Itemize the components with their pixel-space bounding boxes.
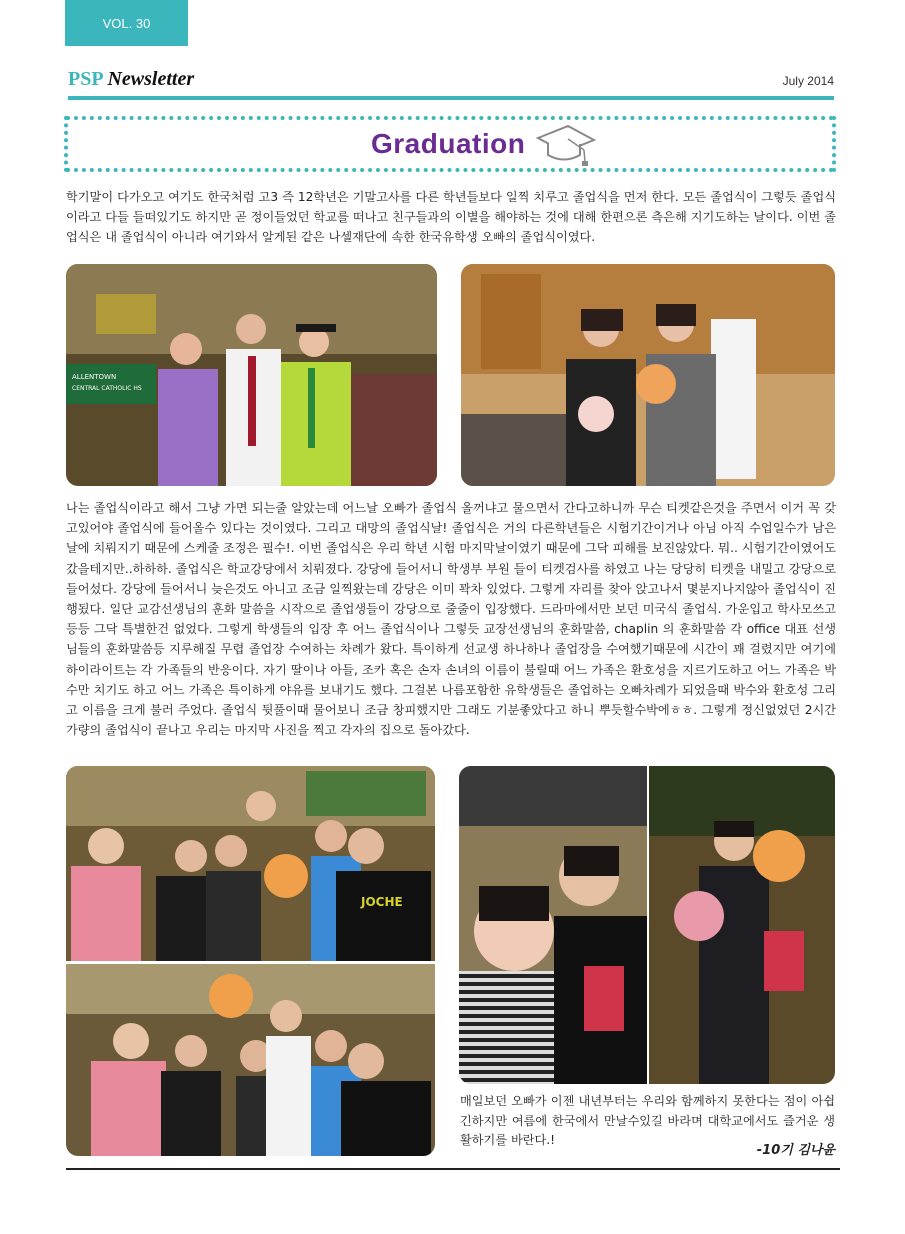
- photo-selfies: [459, 766, 835, 1084]
- intro-paragraph: 학기말이 다가오고 여기도 한국처럼 고3 즉 12학년은 기말고사를 다른 학년들보다 일찍 치루고 졸업식을 먼저 한다. 모든 졸업식이 그렇듯 졸업식이라고 다들 들떠있기도 하지만 곧 정이들었던 학교를 떠나고 친구들과의 이별을 해야하는 것에 대해 한편으론 측은해 지기도하는 날이다. 이번 졸업식은 내 졸업식이 아니라 여기와서 알게된 같은 나셀재단에 속한 한국유학생 오빠의 졸업식이였다.: [66, 190, 836, 245]
- graduation-cap-icon: [534, 122, 596, 168]
- volume-label: VOL. 30: [102, 15, 151, 31]
- author-byline: -10기 김나윤: [756, 1143, 835, 1158]
- closing-paragraph: 매일보던 오빠가 이젠 내년부터는 우리와 함께하지 못한다는 점이 아쉽긴하지만 여름에 한국에서 만날수있길 바라며 대학교에서도 즐거운 생활하기를 바란다.!: [460, 1094, 835, 1147]
- article-title: Graduation: [371, 128, 526, 159]
- body-paragraph: 나는 졸업식이라고 해서 그냥 가면 되는줄 알았는데 어느날 오빠가 졸업식 올꺼냐고 물으면서 간다고하니까 무슨 티켓같은것을 주면서 이거 꼭 갖고있어야 졸업식에 들어올수 있다는 것이였다. 그리고 대망의 졸업식날! 졸업식은 거의 다른학년들은 시험기간이거나 아님 아직 수업일수가 남은 날에 치뤄지기 때문에 스케줄 조정은 필수!. 이번 졸업식은 우리 학년 시험 마지막날이였기 때문에 그닥 피해를 보진않았다. 뭐.. 시험기간이였어도 갔을테지만..하하하. 졸업식은 학교강당에서 치뤄졌다. 강당에 들어서니 학생부 부원 들이 티켓검사를 하였고 나는 당당히 티켓을 내밀고 강당으로 들어섰다. 강당에 들어서니 늦은것도 아니고 조금 일찍왔는데 강당은 이미 꽉차 있었다. 그렇게 자리를 찾아 앉고나서 몇분지나지않아 졸업식이 진행됬다. 일단 교감선생님의 훈화 말씀을 시작으로 졸업생들이 강당으로 줄줄이 입장했다. 드라마에서만 보던 미국식 졸업식. 가운입고 학사모쓰고 등등 그닥 특별한건 없었다. 그렇게 학생들의 입장 후 어느 졸업식이나 그렇듯 교장선생님의 훈화말씀, chaplin 의 훈화말씀 각 office 대표 선생님들의 훈화말씀등 지루해질 무렵 졸업장 수여하는 차례가 왔다. 특이하게 선교생 하나하나 졸업장을 수여했기때문에 시간이 꽤 걸렸지만 여기에 하이라이트는 각 가족들의 반응이다. 자기 딸이나 아들, 조카 혹은 손자 손녀의 이름이 불릴때 어느 가족은 환호성을 지르기도하고 어느 가족은 박수만 치기도 하고 어느 가족은 특이하게 야유를 보내기도 했다. 그걸본 나름포함한 유학생들은 졸업하는 오빠차례가 되었을때 박수와 환호성 그리고 이름을 크게 불러 주었다. 졸업식 뒷풀이때 물어보니 조금 창피했지만 그래도 기분좋았다고 하니 뿌듯할수박에ㅎㅎ. 그렇게 정신없었던 2시간 가량의 졸업식이 끝나고 우리는 마지막 사진을 찍고 각자의 집으로 돌아갔다.: [66, 501, 836, 738]
- issue-date: July 2014: [782, 74, 834, 88]
- brand-newsletter: Newsletter: [107, 68, 195, 90]
- footer-rule: [66, 1168, 840, 1170]
- photo-three-graduates: [66, 264, 437, 486]
- brand-logo: [68, 68, 194, 91]
- photo-two-girls-flowers: [461, 264, 835, 486]
- photo-group-in-gym: [66, 766, 435, 1156]
- photo1-sign-line2: CENTRAL CATHOLIC HS: [72, 385, 142, 392]
- photo1-sign-line1: ALLENTOWN: [72, 373, 117, 381]
- article-title-box: [66, 116, 834, 172]
- volume-tab: [65, 0, 188, 46]
- photo3-shirt-text: JOCHE: [361, 895, 403, 909]
- brand-psp: PSP: [68, 68, 103, 90]
- newsletter-header: [68, 66, 834, 100]
